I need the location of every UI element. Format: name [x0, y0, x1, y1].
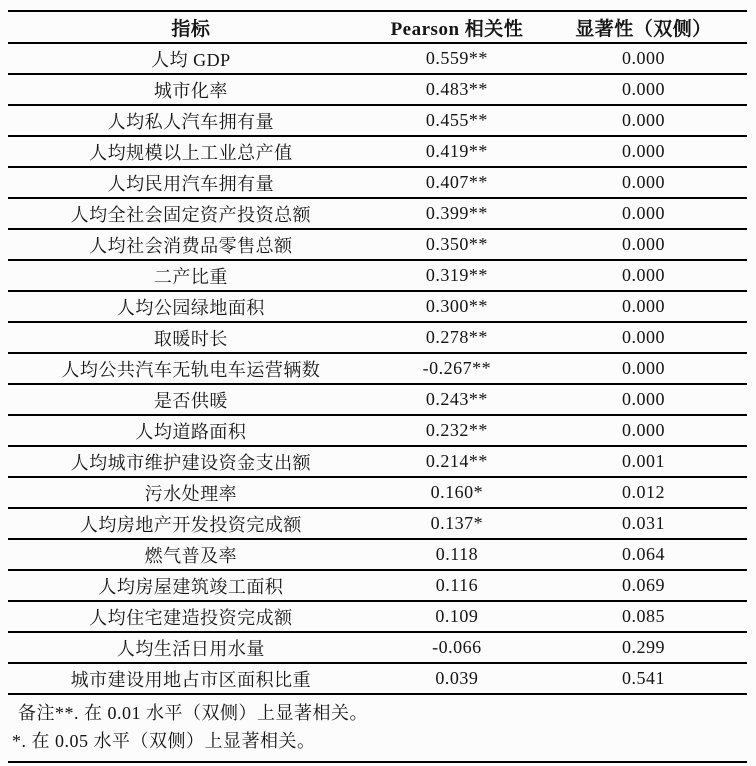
pearson-cell: 0.455**	[374, 105, 540, 136]
pearson-cell: 0.232**	[374, 415, 540, 446]
table-row	[8, 570, 747, 601]
pearson-cell: 0.243**	[374, 384, 540, 415]
significance-cell: 0.000	[540, 167, 747, 198]
significance-cell: 0.069	[540, 570, 747, 601]
indicator-cell: 是否供暖	[8, 384, 374, 415]
table-row	[8, 508, 747, 539]
table-row	[8, 74, 747, 105]
notes-row	[8, 694, 747, 762]
indicator-cell: 人均道路面积	[8, 415, 374, 446]
header-row	[8, 11, 747, 43]
note-significance-0-01: 备注**. 在 0.01 水平（双侧）上显著相关。	[18, 703, 368, 723]
table-row	[8, 167, 747, 198]
indicator-cell: 人均规模以上工业总产值	[8, 136, 374, 167]
indicator-cell: 人均 GDP	[8, 43, 374, 74]
table-row	[8, 415, 747, 446]
pearson-cell: 0.319**	[374, 260, 540, 291]
pearson-cell: 0.160*	[374, 477, 540, 508]
table-row	[8, 105, 747, 136]
table-body	[8, 43, 747, 694]
pearson-cell: 0.407**	[374, 167, 540, 198]
indicator-cell: 城市化率	[8, 74, 374, 105]
significance-cell: 0.000	[540, 74, 747, 105]
pearson-cell: 0.278**	[374, 322, 540, 353]
indicator-cell: 二产比重	[8, 260, 374, 291]
significance-cell: 0.031	[540, 508, 747, 539]
indicator-cell: 人均城市维护建设资金支出额	[8, 446, 374, 477]
indicator-cell: 人均房地产开发投资完成额	[8, 508, 374, 539]
indicator-cell: 人均全社会固定资产投资总额	[8, 198, 374, 229]
significance-cell: 0.012	[540, 477, 747, 508]
significance-cell: 0.000	[540, 353, 747, 384]
indicator-cell: 人均住宅建造投资完成额	[8, 601, 374, 632]
col-header-pearson: Pearson 相关性	[374, 11, 540, 43]
table-row	[8, 539, 747, 570]
note-significance-0-05: *. 在 0.05 水平（双侧）上显著相关。	[12, 731, 316, 751]
indicator-cell: 燃气普及率	[8, 539, 374, 570]
pearson-cell: 0.300**	[374, 291, 540, 322]
table-row	[8, 477, 747, 508]
pearson-cell: 0.116	[374, 570, 540, 601]
indicator-cell: 人均社会消费品零售总额	[8, 229, 374, 260]
indicator-cell: 人均生活日用水量	[8, 632, 374, 663]
significance-cell: 0.000	[540, 229, 747, 260]
col-header-significance: 显著性（双侧）	[540, 11, 747, 43]
significance-cell: 0.001	[540, 446, 747, 477]
col-header-indicator: 指标	[8, 11, 374, 43]
correlation-table	[8, 10, 747, 763]
significance-cell: 0.000	[540, 260, 747, 291]
table-row	[8, 198, 747, 229]
indicator-cell: 污水处理率	[8, 477, 374, 508]
significance-cell: 0.064	[540, 539, 747, 570]
pearson-cell: 0.039	[374, 663, 540, 694]
significance-cell: 0.000	[540, 322, 747, 353]
table-row	[8, 229, 747, 260]
significance-cell: 0.000	[540, 105, 747, 136]
table-row	[8, 446, 747, 477]
pearson-cell: -0.066	[374, 632, 540, 663]
indicator-cell: 取暖时长	[8, 322, 374, 353]
significance-cell: 0.000	[540, 415, 747, 446]
pearson-cell: 0.350**	[374, 229, 540, 260]
indicator-cell: 人均私人汽车拥有量	[8, 105, 374, 136]
notes-cell	[8, 694, 747, 762]
table-row	[8, 291, 747, 322]
significance-cell: 0.000	[540, 136, 747, 167]
significance-cell: 0.541	[540, 663, 747, 694]
table-row	[8, 136, 747, 167]
significance-cell: 0.000	[540, 198, 747, 229]
indicator-cell: 人均公园绿地面积	[8, 291, 374, 322]
pearson-cell: 0.137*	[374, 508, 540, 539]
table-row	[8, 43, 747, 74]
table-row	[8, 384, 747, 415]
significance-cell: 0.000	[540, 384, 747, 415]
table-row	[8, 632, 747, 663]
pearson-cell: -0.267**	[374, 353, 540, 384]
indicator-cell: 人均民用汽车拥有量	[8, 167, 374, 198]
indicator-cell: 人均公共汽车无轨电车运营辆数	[8, 353, 374, 384]
indicator-cell: 城市建设用地占市区面积比重	[8, 663, 374, 694]
pearson-cell: 0.118	[374, 539, 540, 570]
table-row	[8, 601, 747, 632]
pearson-cell: 0.559**	[374, 43, 540, 74]
pearson-cell: 0.214**	[374, 446, 540, 477]
significance-cell: 0.000	[540, 291, 747, 322]
table-row	[8, 663, 747, 694]
pearson-cell: 0.419**	[374, 136, 540, 167]
significance-cell: 0.299	[540, 632, 747, 663]
pearson-cell: 0.109	[374, 601, 540, 632]
indicator-cell: 人均房屋建筑竣工面积	[8, 570, 374, 601]
pearson-cell: 0.399**	[374, 198, 540, 229]
significance-cell: 0.000	[540, 43, 747, 74]
table-row	[8, 260, 747, 291]
pearson-cell: 0.483**	[374, 74, 540, 105]
table-row	[8, 353, 747, 384]
table-row	[8, 322, 747, 353]
significance-cell: 0.085	[540, 601, 747, 632]
